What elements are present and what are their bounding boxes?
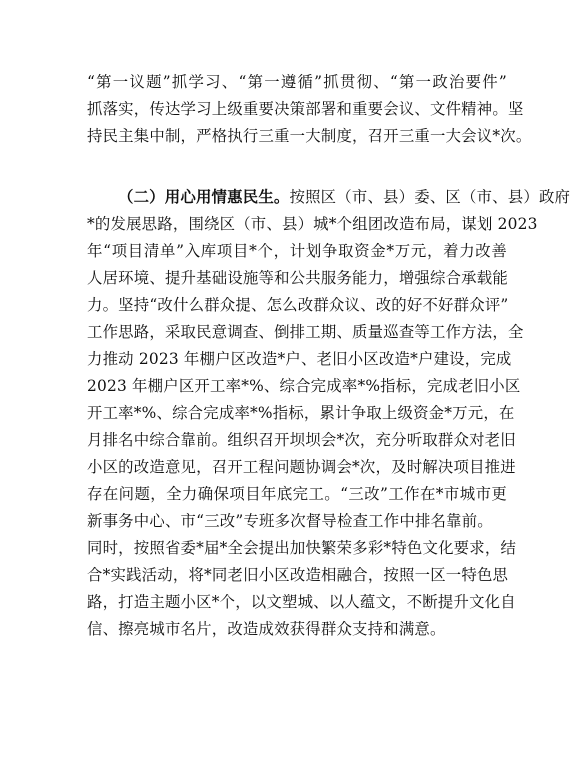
paragraph-2-line-1-text: 按照区（市、县）委、区（市、县）政府 [289, 188, 571, 206]
paragraph-2-line-6: 工作思路，采取民意调查、倒排工期、质量巡查等工作方法，全 [87, 323, 524, 341]
paragraph-2-line-4: 人居环境、提升基础设施等和公共服务能力，增强综合承载能 [87, 269, 508, 287]
paragraph-1-line-1: “第一议题”抓学习、“第一遵循”抓贯彻、“第一政治要件” [87, 73, 507, 91]
paragraph-1-line-2: 抓落实，传达学习上级重要决策部署和重要会议、文件精神。坚 [87, 100, 524, 118]
section-heading: （二）用心用情惠民生。 [118, 188, 290, 206]
paragraph-2-line-13: 新事务中心、市“三改”专班多次督导检查工作中排名靠前。 [87, 512, 493, 530]
paragraph-2-line-15: 合*实践活动，将*同老旧小区改造相融合，按照一区一特色思 [87, 566, 509, 584]
paragraph-2-line-9: 开工率*%、综合完成率*%指标，累计争取上级资金*万元，在 [87, 404, 515, 422]
paragraph-2-line-1 [118, 184, 571, 210]
paragraph-2-line-8: 2023 年棚户区开工率*%、综合完成率*%指标，完成老旧小区 [87, 377, 521, 395]
paragraph-1-line-3: 持民主集中制，严格执行三重一大制度，召开三重一大会议*次。 [87, 127, 532, 145]
paragraph-2-line-11: 小区的改造意见，召开工程问题协调会*次，及时解决项目推进 [87, 458, 516, 476]
paragraph-2-line-7: 力推动 2023 年棚户区改造*户、老旧小区改造*户建设，完成 [87, 350, 512, 368]
paragraph-2-line-17: 信、擦亮城市名片，改造成效获得群众支持和满意。 [87, 620, 446, 638]
paragraph-2-line-3: 年“项目清单”入库项目*个，计划争取资金*万元，着力改善 [87, 242, 507, 260]
paragraph-2-line-16: 路，打造主题小区*个，以文塑城、以人蕴文，不断提升文化自 [87, 593, 516, 611]
paragraph-2-line-14: 同时，按照省委*届*全会提出加快繁荣多彩*特色文化要求，结 [87, 539, 517, 557]
paragraph-2-line-5: 力。坚持“改什么群众提、怎么改群众议、改的好不好群众评” [87, 296, 509, 314]
paragraph-2-line-2: *的发展思路，围绕区（市、县）城*个组团改造布局，谋划 2023 [87, 215, 538, 233]
paragraph-2-line-10: 月排名中综合靠前。组织召开坝坝会*次，充分听取群众对老旧 [87, 431, 516, 449]
paragraph-2-line-12: 存在问题，全力确保项目年底完工。“三改”工作在*市城市更 [87, 485, 507, 503]
